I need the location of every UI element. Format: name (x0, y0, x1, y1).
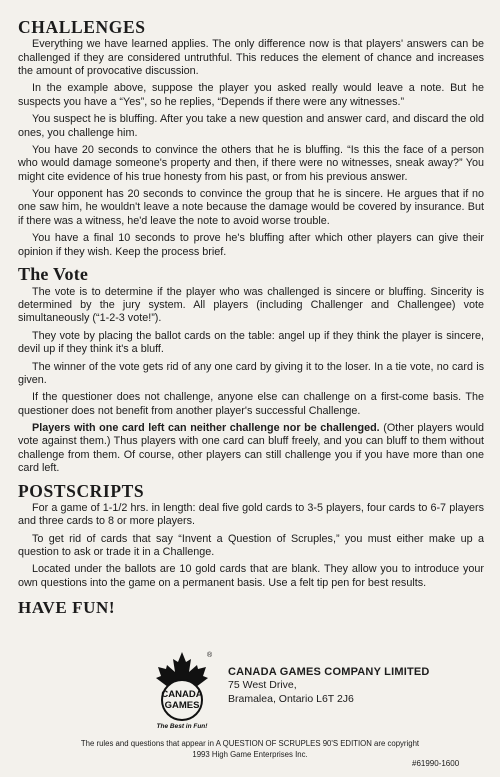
challenges-paragraph-6: You have a final 10 seconds to prove he's bluffing after which other players can give their opinion if they wish. Keep the process brief. (18, 232, 484, 258)
canada-games-logo (146, 650, 218, 732)
challenges-paragraph-5: Your opponent has 20 seconds to convince the group that he is sincere. He argues that if no one saw him, he wouldn't leave a note because the damage would be covered by insurance. But if there was a witness, he'd leave the note to avoid worse trouble. (18, 188, 484, 227)
registered-mark: ® (207, 652, 213, 659)
challenges-paragraph-3: You suspect he is bluffing. After you take a new question and answer card, and discard the old ones, you challenge him. (18, 113, 484, 139)
copyright-line-2: 1993 High Game Enterprises Inc. (192, 749, 308, 759)
vote-heading: The Vote (18, 263, 89, 284)
postscripts-paragraph-2: To get rid of cards that say “Invent a Question of Scruples,” you must either make up a question to ask or trade it in a Challenge. (18, 532, 484, 558)
vote-paragraph-2: They vote by placing the ballot cards on the table: angel up if they think the player is sincere, devil up if they think it's a bluff. (18, 329, 484, 356)
postscripts-paragraph-1: For a game of 1-1/2 hrs. in length: deal five gold cards to 3-5 players, four cards to 6-7 players and three cards to 8 or more players. (18, 501, 484, 528)
challenges-section (18, 18, 484, 259)
have-fun-heading: HAVE FUN! (18, 598, 116, 618)
catalog-number: #61990-1600 (412, 759, 460, 768)
logo-tagline: The Best in Fun! (156, 723, 208, 730)
copyright-notice (0, 739, 500, 760)
copyright-line-1: The rules and questions that appear in A QUESTION OF SCRUPLES 90'S EDITION are copyright (80, 739, 420, 748)
vote-paragraph-3: The winner of the vote gets rid of any one card by giving it to the loser. In a tie vote, no card is given. (18, 360, 484, 386)
vote-paragraph-5 (18, 422, 484, 476)
postscripts-section (18, 482, 484, 591)
challenges-paragraph-4: You have 20 seconds to convince the others that he is bluffing. “Is this the face of a person who would damage someone's property and then, if there were no witnesses, sneak away?” You might cite evidence of his true honesty from his past, or from his previous answer. (18, 143, 484, 183)
challenges-paragraph-2: In the example above, suppose the player you asked really would leave a note. But he suspects you have a “Yes”, so he replies, “Depends if there were any witnesses.” (18, 82, 484, 108)
challenges-heading: CHALLENGES (18, 17, 146, 37)
company-address-line-2: Bramalea, Ontario L6T 2J6 (228, 692, 354, 705)
company-name: CANADA GAMES COMPANY LIMITED (228, 666, 430, 678)
vote-paragraph-1: The vote is to determine if the player who was challenged is sincere or bluffing. Sincerity is determined by the jury system. All players (including Challenger and Challengee) vote simultaneously (“1-2-3 vote!”). (18, 285, 484, 325)
one-card-rule-detail: (Other players would vote against them.) Thus players with one card can bluff freely, and you can bluff to them without challenge from them. Of course, other players can still challenge you if you have more than one card left. (18, 422, 485, 475)
logo-word-games: GAMES (164, 700, 200, 711)
vote-section (18, 265, 484, 476)
one-card-rule: Players with one card left can neither challenge nor be challenged. (32, 422, 380, 435)
postscripts-heading: POSTSCRIPTS (18, 480, 145, 501)
challenges-paragraph-1: Everything we have learned applies. The only difference now is that players' answers can be challenged if they are considered untruthful. This reduces the element of chance and increases the amount of provocative discussion. (18, 38, 484, 77)
rules-content (18, 18, 484, 618)
company-address-block (228, 665, 430, 706)
vote-paragraph-4: If the questioner does not challenge, anyone else can challenge on a first-come basis. The questioner does not benefit from another player's successful Challenge. (18, 391, 484, 417)
postscripts-paragraph-3: Located under the ballots are 10 gold cards that are blank. They allow you to introduce your own questions into the game on a permanent basis. Use a felt tip pen for best results. (18, 563, 484, 589)
logo-word-canada: CANADA (161, 689, 203, 700)
maple-leaf-logo-icon (146, 650, 218, 732)
company-address-line-1: 75 West Drive, (228, 679, 297, 692)
